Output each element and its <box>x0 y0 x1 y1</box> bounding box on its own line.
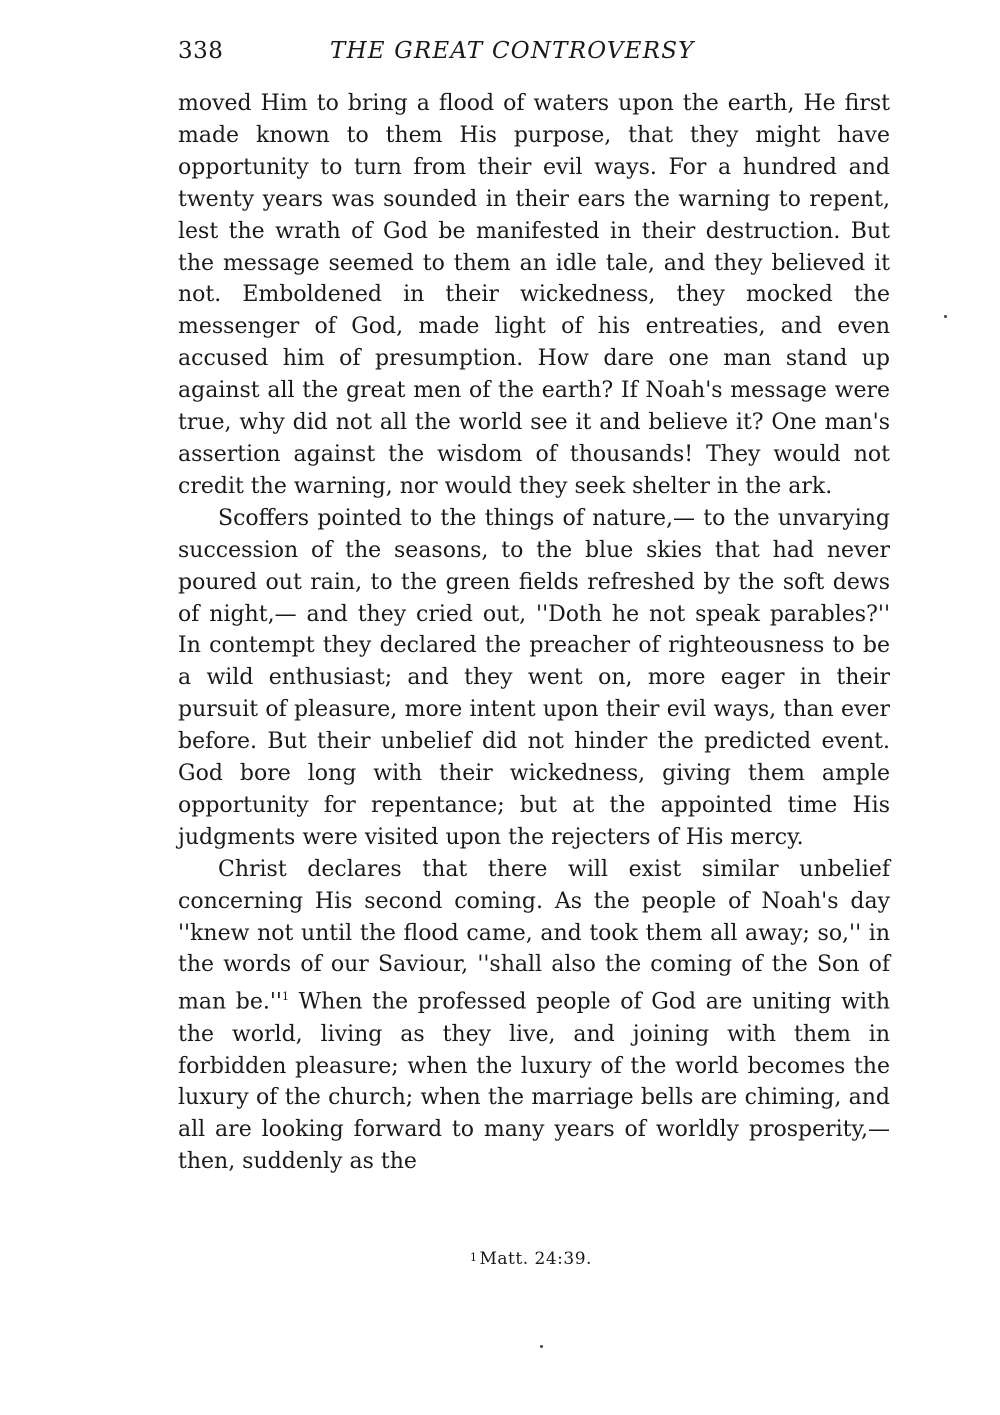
page-number: 338 <box>178 38 224 64</box>
paragraph-3-text-before-note: Christ declares that there will exist similar unbelief concerning His second coming. As the people of Noah's day ''knew not until the flood came, and took them all away; so,'' in the words of our Saviour, ''shall also the coming of the Son of man be.'' <box>178 856 890 1015</box>
paragraph-2: Scoffers pointed to the things of nature,— to the unvarying succession of the seasons, to the blue skies that had never poured out rain, to the green fields refreshed by the soft dews of night,— and they cried out, ''Doth he not speak parables?'' In contempt they declared the preacher of righteousness to be a wild enthusiast; and they went on, more eager in their pursuit of pleasure, more intent upon their evil ways, than ever before. But their unbelief did not hinder the predicted event. God bore long with their wickedness, giving them ample opportunity for repentance; but at the appointed time His judgments were visited upon the rejecters of His mercy. <box>178 505 890 850</box>
footnote <box>470 1249 592 1269</box>
footnote-text: Matt. 24:39. <box>479 1249 592 1269</box>
paragraph-3-text-after-note: When the professed people of God are uniting with the world, living as they live, and joining with them in forbidden pleasure; when the luxury of the world becomes the luxury of the church; when the marriage bells are chiming, and all are looking forward to many years of worldly prosperity,— then, suddenly as the <box>178 989 890 1175</box>
scan-speck <box>944 315 947 318</box>
footnote-marker: 1 <box>470 1251 478 1264</box>
scan-speck <box>540 1345 543 1348</box>
footnote-reference: 1 <box>281 990 289 1004</box>
paragraph-3 <box>178 854 890 1178</box>
body-text <box>178 88 890 1178</box>
paragraph-1: moved Him to bring a flood of waters upon the earth, He first made known to them His purpose, that they might have opportunity to turn from their evil ways. For a hundred and twenty years was sounded in their ears the warning to repent, lest the wrath of God be manifested in their destruction. But the message seemed to them an idle tale, and they believed it not. Emboldened in their wickedness, they mocked the messenger of God, made light of his entreaties, and even accused him of presumption. How dare one man stand up against all the great men of the earth? If Noah's message were true, why did not all the world see it and believe it? One man's assertion against the wisdom of thousands! They would not credit the warning, nor would they seek shelter in the ark. <box>178 91 890 499</box>
running-title: THE GREAT CONTROVERSY <box>330 38 695 64</box>
